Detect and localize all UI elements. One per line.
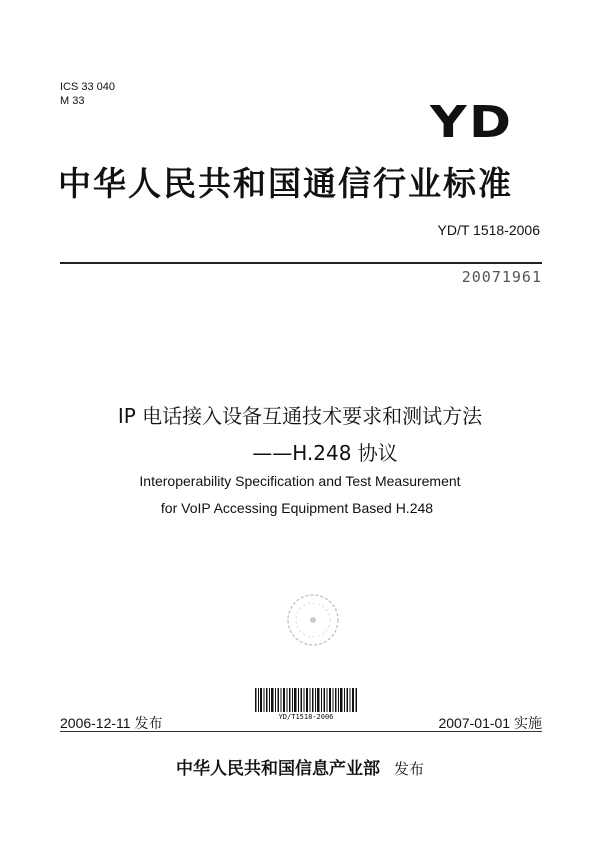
- issue-date: 2006-12-11 发布: [60, 715, 163, 731]
- publisher-name: 中华人民共和国信息产业部: [175, 759, 380, 779]
- document-title-english-line2: for VoIP Accessing Equipment Based H.248: [160, 500, 434, 516]
- document-title-english-line1: Interoperability Specification and Test Measurement: [139, 473, 461, 489]
- standard-title: 中华人民共和国通信行业标准: [58, 164, 513, 203]
- header-divider: [60, 262, 542, 264]
- document-subtitle-chinese: ——H.248 协议: [252, 441, 398, 465]
- classification-codes: [60, 80, 115, 108]
- barcode-text: YD/T1518-2006: [278, 713, 334, 721]
- barcode: [255, 688, 357, 712]
- yd-logo: YD: [430, 97, 514, 148]
- implementation-date: 2007-01-01 实施: [438, 715, 542, 731]
- publisher-line: [0, 754, 600, 779]
- standard-number: YD/T 1518-2006: [437, 222, 540, 238]
- ics-code: ICS 33 040: [60, 81, 116, 93]
- category-code: M 33: [60, 95, 85, 107]
- document-title-chinese: IP 电话接入设备互通技术要求和测试方法: [117, 404, 483, 428]
- publisher-verb: 发布: [393, 760, 424, 778]
- stamp-number: 20071961: [461, 268, 542, 286]
- faint-seal-icon: [285, 592, 341, 648]
- footer-divider: [60, 731, 542, 732]
